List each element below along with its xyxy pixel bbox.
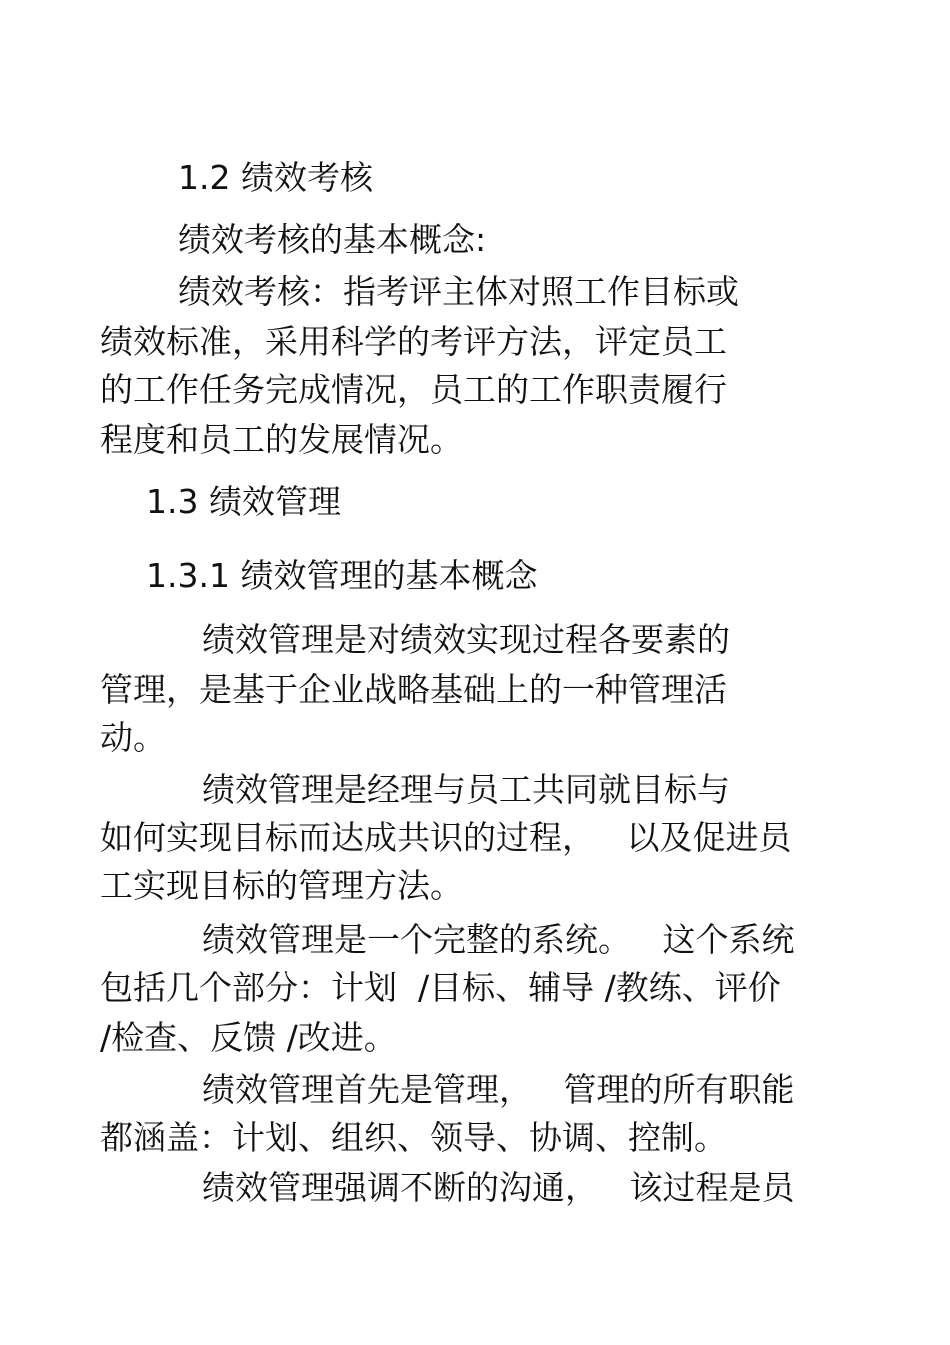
paragraph-line: 动。 [100,718,166,757]
paragraph-line: 工实现目标的管理方法。 [100,866,463,905]
paragraph-line: 绩效管理是对绩效实现过程各要素的 [202,620,730,659]
paragraph-line: 程度和员工的发展情况。 [100,420,463,459]
paragraph-line: 都涵盖：计划、组织、领导、协调、控制。 [100,1118,727,1157]
paragraph-line: 绩效管理是经理与员工共同就目标与 [202,770,730,809]
paragraph-line: 管理，是基于企业战略基础上的一种管理活 [100,670,727,709]
paragraph-line: 绩效管理强调不断的沟通， 该过程是员 [202,1168,795,1207]
paragraph-line: 绩效管理首先是管理， 管理的所有职能 [202,1070,795,1109]
section-heading-1-3: 1.3 绩效管理 [146,482,341,521]
section-heading-1-2: 1.2 绩效考核 [178,158,373,197]
paragraph-line: /检查、反馈 /改进。 [100,1018,397,1057]
paragraph-line: 绩效管理是一个完整的系统。 这个系统 [202,920,795,959]
section-heading-1-3-1: 1.3.1 绩效管理的基本概念 [146,556,538,595]
paragraph-line: 包括几个部分：计划 /目标、辅导 /教练、评价 [100,968,781,1007]
section-subheading: 绩效考核的基本概念: [178,220,487,259]
paragraph-line: 如何实现目标而达成共识的过程， 以及促进员 [100,818,792,857]
paragraph-line: 绩效标准，采用科学的考评方法，评定员工 [100,322,727,361]
paragraph-line: 的工作任务完成情况，员工的工作职责履行 [100,370,727,409]
paragraph-line: 绩效考核：指考评主体对照工作目标或 [178,272,739,311]
